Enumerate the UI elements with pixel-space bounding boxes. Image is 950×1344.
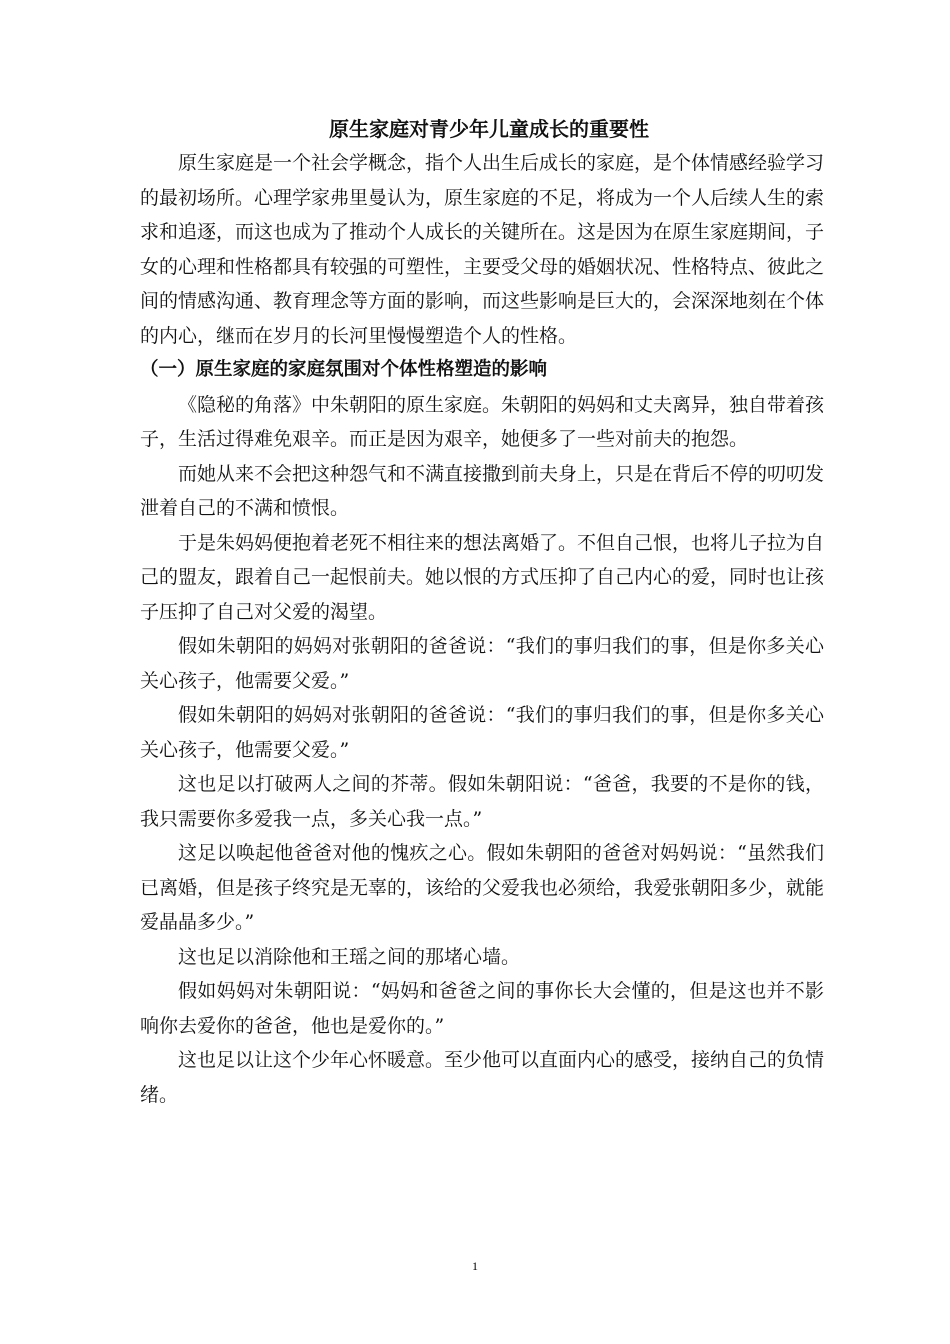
page-number: 1 — [472, 1259, 478, 1273]
intro-paragraph: 原生家庭是一个社会学概念，指个人出生后成长的家庭，是个体情感经验学习的最初场所。心理学家弗里曼认为，原生家庭的不足，将成为一个人后续人生的索求和追逐，而这也成为了推动个人成长的关键所在。这是因为在原生家庭期间，子女的心理和性格都具有较强的可塑性，主要受父母的婚姻状况、性格特点、彼此之间的情感沟通、教育理念等方面的影响，而这些影响是巨大的，会深深地刻在个体的内心，继而在岁月的长河里慢慢塑造个人的性格。 — [140, 152, 825, 347]
body-paragraph: 这也足以打破两人之间的芥蒂。假如朱朝阳说：“爸爸，我要的不是你的钱，我只需要你多爱我一点，多关心我一点。” — [140, 773, 824, 830]
body-paragraph: 这也足以消除他和王瑶之间的那堵心墙。 — [178, 945, 521, 968]
body-paragraph: 假如妈妈对朱朝阳说：“妈妈和爸爸之间的事你长大会懂的，但是这也并不影响你去爱你的爸爸，他也是爱你的。” — [140, 980, 824, 1037]
document-title: 原生家庭对青少年儿童成长的重要性 — [329, 117, 649, 141]
body-paragraph: 于是朱妈妈便抱着老死不相往来的想法离婚了。不但自己恨，也将儿子拉为自己的盟友，跟着自己一起恨前夫。她以恨的方式压抑了自己内心的爱，同时也让孩子压抑了自己对父爱的渴望。 — [140, 531, 825, 623]
body-paragraph: 《隐秘的角落》中朱朝阳的原生家庭。朱朝阳的妈妈和丈夫离异，独自带着孩子，生活过得难免艰辛。而正是因为艰辛，她便多了一些对前夫的抱怨。 — [140, 393, 825, 450]
body-paragraph: 假如朱朝阳的妈妈对张朝阳的爸爸说：“我们的事归我们的事，但是你多关心关心孩子，他需要父爱。” — [140, 635, 824, 692]
body-paragraph: 这也足以让这个少年心怀暖意。至少他可以直面内心的感受，接纳自己的负情绪。 — [140, 1049, 825, 1106]
body-paragraph: 这足以唤起他爸爸对他的愧疚之心。假如朱朝阳的爸爸对妈妈说：“虽然我们已离婚，但是孩子终究是无辜的，该给的父爱我也必须给，我爱张朝阳多少，就能爱晶晶多少。” — [140, 842, 825, 933]
section-heading: （一）原生家庭的家庭氛围对个体性格塑造的影响 — [140, 359, 548, 380]
body-paragraph: 假如朱朝阳的妈妈对张朝阳的爸爸说：“我们的事归我们的事，但是你多关心关心孩子，他需要父爱。” — [140, 704, 824, 761]
body-paragraph: 而她从来不会把这种怨气和不满直接撒到前夫身上，只是在背后不停的叨叨发泄着自己的不满和愤恨。 — [140, 462, 825, 519]
